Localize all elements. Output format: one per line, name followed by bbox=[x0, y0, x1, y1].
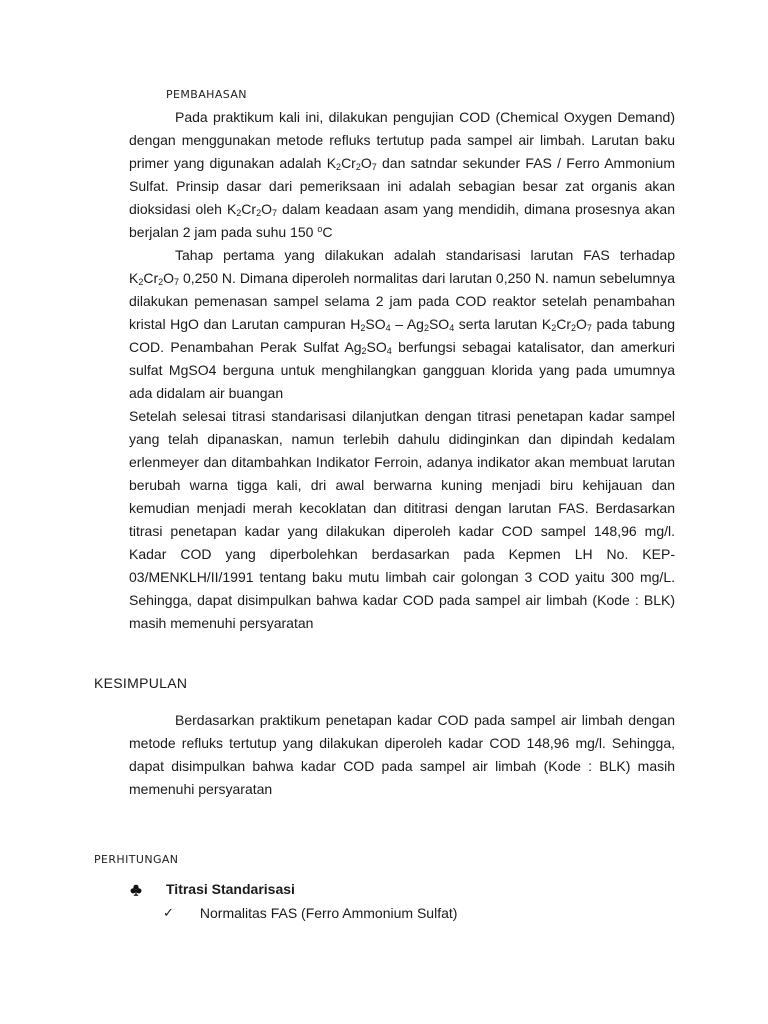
formula-ag2so4: $Ag_2SO_4$ bbox=[344, 339, 392, 356]
pembahasan-paragraph-2: Tahap pertama yang dilakukan adalah standarisasi larutan FAS terhadap $K_2Cr_2O_7$ 0,250 N. Dimana diperoleh normalitas dari larutan 0,250 N. namun sebelumnya dilakukan pemenasan sampel selama 2 jam pada COD reaktor setelah penambahan kristal HgO dan Larutan campuran $H_2SO_4 - Ag_2SO_4$ serta larutan $K_2Cr_2O_7$ pada tabung COD. Penambahan Perak Sulfat $Ag_2SO_4$ berfungsi sebagai katalisator, dan amerkuri sulfat MgSO4 berguna untuk menghilangkan gangguan klorida yang pada umumnya ada didalam air buangan bbox=[129, 247, 676, 401]
formula-k2cr2o7: $K_2Cr_2O_7$ bbox=[326, 155, 377, 172]
formula-k2cr2o7: $K_2Cr_2O_7$ bbox=[541, 316, 592, 333]
check-icon: ✓ bbox=[163, 905, 174, 920]
formula-ag2so4: $Ag_2SO_4$ bbox=[406, 316, 455, 333]
normalitas-fas-label: Normalitas FAS (Ferro Ammonium Sulfat) bbox=[199, 905, 458, 921]
pembahasan-paragraph-3: Setelah selesai titrasi standarisasi dilanjutkan dengan titrasi penetapan kadar sampel yang telah dipanaskan, namun terlebih dahulu didinginkan dan dipindah kedalam erlenmeyer dan ditambahkan Indikator Ferroin, adanya indikator akan membuat larutan berubah warna tigga kali, dri awal berwarna kuning menjadi biru kehijauan dan kemudian menjadi merah kecoklatan dan dititrasi dengan larutan FAS. Berdasarkan titrasi penetapan kadar yang dilakukan diperoleh kadar COD sampel 148,96 mg/l. Kadar COD yang diperbolehkan berdasarkan pada Kepmen LH No. KEP-03/MENKLH/II/1991 tentang baku mutu limbah cair golongan 3 COD yaitu 300 mg/L. Sehingga, dapat disimpulkan bahwa kadar COD pada sampel air limbah (Kode : BLK) masih memenuhi persyaratan bbox=[129, 408, 675, 631]
list-item bbox=[130, 881, 295, 897]
pembahasan-body bbox=[129, 106, 675, 635]
kesimpulan-heading: KESIMPULAN bbox=[94, 675, 188, 691]
titrasi-standarisasi-label: Titrasi Standarisasi bbox=[166, 881, 295, 897]
kesimpulan-paragraph: Berdasarkan praktikum penetapan kadar COD pada sampel air limbah dengan metode refluks tertutup yang dilakukan diperoleh kadar COD 148,96 mg/l. Sehingga, dapat disimpulkan bahwa kadar COD pada sampel air limbah (Kode : BLK) masih memenuhi persyaratan bbox=[129, 712, 675, 797]
list-item bbox=[163, 905, 457, 921]
kesimpulan-body bbox=[129, 709, 675, 801]
pembahasan-paragraph-1: Pada praktikum kali ini, dilakukan pengujian COD (Chemical Oxygen Demand) dengan menggunakan metode refluks tertutup pada sampel air limbah. Larutan baku primer yang digunakan adalah $K_2Cr_2O_7$ dan satndar sekunder FAS / Ferro Ammonium Sulfat. Prinsip dasar dari pemeriksaan ini adalah sebagian besar zat organis akan dioksidasi oleh $K_2Cr_2O_7$ dalam keadaan asam yang mendidih, dimana prosesnya akan berjalan 2 jam pada suhu 150 $^o$C bbox=[129, 109, 675, 240]
club-icon bbox=[130, 883, 142, 895]
formula-k2cr2o7: $K_2Cr_2O_7$ bbox=[129, 270, 180, 287]
perhitungan-heading: PERHITUNGAN bbox=[94, 853, 179, 866]
pembahasan-heading: PEMBAHASAN bbox=[166, 88, 247, 101]
formula-h2so4: $H_2SO_4$ bbox=[350, 316, 391, 333]
formula-k2cr2o7: $K_2Cr_2O_7$ bbox=[226, 201, 277, 218]
